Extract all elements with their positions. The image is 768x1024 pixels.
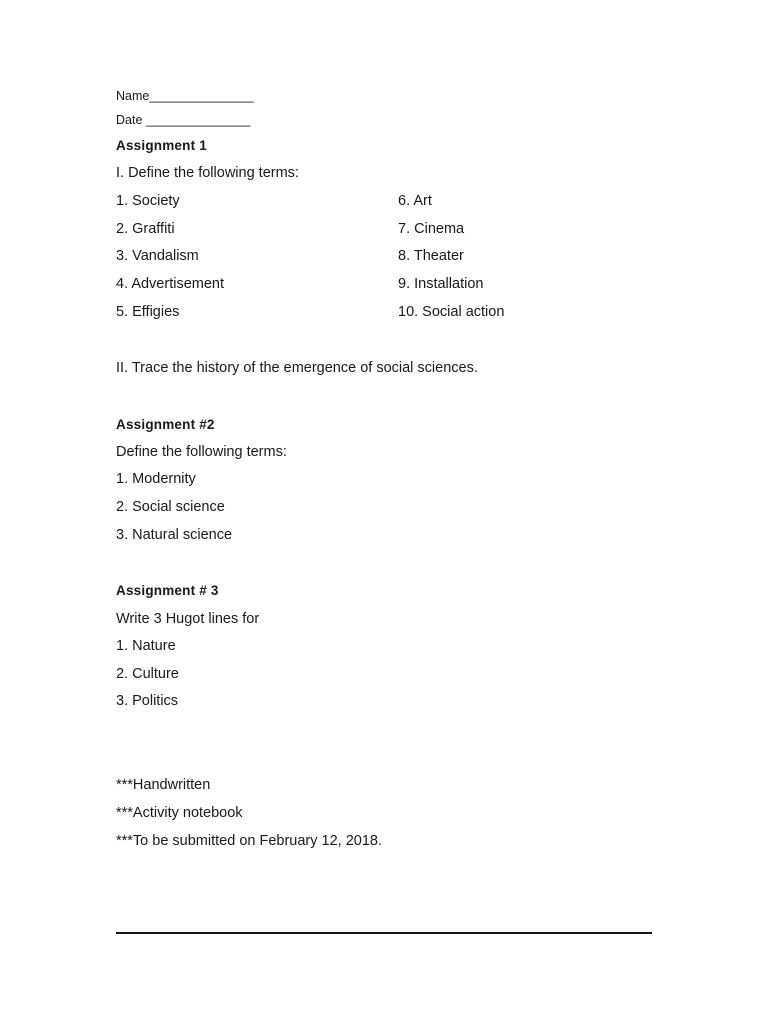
list-item: 1. Modernity [116,471,196,487]
list-item: 1. Nature [116,638,176,654]
assignment-1-part2-instruction: II. Trace the history of the emergence of social sciences. [116,360,478,376]
note-item: ***Handwritten [116,777,211,793]
term-item: 2. Graffiti [116,221,175,237]
assignment-3-title: Assignment # 3 [116,583,219,598]
assignment-2-instruction: Define the following terms: [116,444,287,460]
term-item: 6. Art [398,193,432,209]
term-item: 4. Advertisement [116,276,224,292]
term-item: 9. Installation [398,276,484,292]
assignment-2-title: Assignment #2 [116,417,215,432]
note-item: ***Activity notebook [116,805,243,821]
assignment-3-instruction: Write 3 Hugot lines for [116,611,260,627]
term-item: 8. Theater [398,248,464,264]
name-field: Name_______________ [116,89,254,103]
date-field: Date _______________ [116,113,251,127]
term-item: 5. Effigies [116,304,180,320]
assignment-1-title: Assignment 1 [116,138,207,153]
note-item: ***To be submitted on February 12, 2018. [116,833,382,849]
term-item: 1. Society [116,193,180,209]
footer-divider [116,932,652,934]
list-item: 2. Social science [116,499,225,515]
term-item: 7. Cinema [398,221,465,237]
term-item: 3. Vandalism [116,248,199,264]
list-item: 2. Culture [116,666,179,682]
list-item: 3. Natural science [116,527,233,543]
assignment-1-part1-instruction: I. Define the following terms: [116,165,299,181]
term-item: 10. Social action [398,304,505,320]
list-item: 3. Politics [116,693,179,709]
